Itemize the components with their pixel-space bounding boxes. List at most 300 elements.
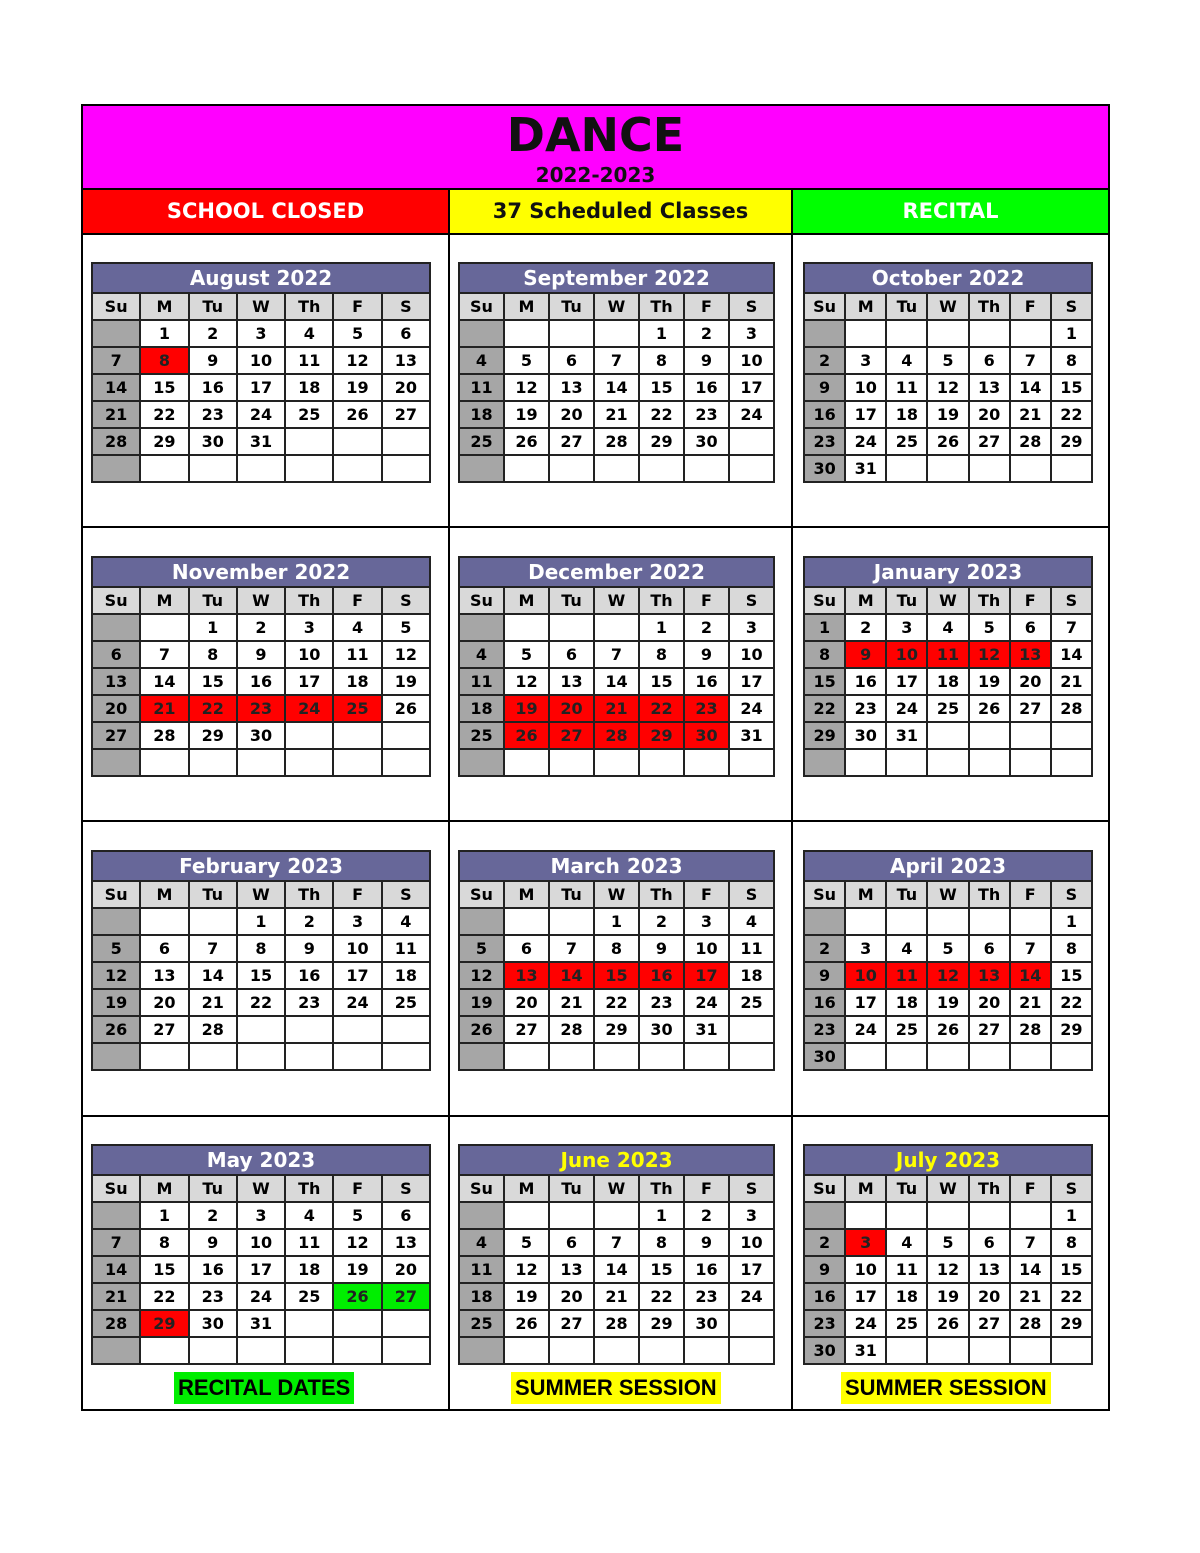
day-cell: 16 bbox=[684, 1256, 729, 1283]
day-cell: 16 bbox=[285, 962, 333, 989]
weekday-label: Th bbox=[285, 587, 333, 614]
weekday-label: Th bbox=[969, 881, 1010, 908]
week-row bbox=[804, 641, 1092, 668]
day-cell: 2 bbox=[639, 908, 684, 935]
weekday-label: Su bbox=[804, 587, 845, 614]
weekday-label: Su bbox=[92, 1175, 140, 1202]
empty-day-cell bbox=[969, 722, 1010, 749]
day-cell: 22 bbox=[594, 989, 639, 1016]
grid-divider bbox=[83, 233, 1108, 235]
empty-day-cell bbox=[845, 1043, 886, 1070]
day-cell: 3 bbox=[729, 320, 774, 347]
empty-day-cell bbox=[886, 1043, 927, 1070]
day-cell: 23 bbox=[804, 1310, 845, 1337]
weekday-label: Tu bbox=[189, 293, 237, 320]
weekday-label: F bbox=[684, 1175, 729, 1202]
empty-day-cell bbox=[189, 1043, 237, 1070]
week-row bbox=[92, 935, 430, 962]
day-cell: 8 bbox=[804, 641, 845, 668]
day-cell: 29 bbox=[639, 1310, 684, 1337]
day-cell: 9 bbox=[684, 641, 729, 668]
day-cell: 16 bbox=[639, 962, 684, 989]
day-cell: 10 bbox=[845, 1256, 886, 1283]
week-row bbox=[459, 347, 774, 374]
day-cell: 10 bbox=[845, 374, 886, 401]
day-cell: 29 bbox=[804, 722, 845, 749]
day-cell: 25 bbox=[886, 1310, 927, 1337]
weekday-label: F bbox=[333, 1175, 381, 1202]
day-cell: 19 bbox=[927, 1283, 968, 1310]
day-cell: 12 bbox=[927, 1256, 968, 1283]
day-cell: 23 bbox=[189, 401, 237, 428]
day-cell: 3 bbox=[684, 908, 729, 935]
day-cell: 8 bbox=[639, 1229, 684, 1256]
empty-day-cell bbox=[594, 1043, 639, 1070]
day-cell: 11 bbox=[459, 1256, 504, 1283]
weekday-label: Tu bbox=[549, 881, 594, 908]
day-cell: 29 bbox=[189, 722, 237, 749]
day-cell: 25 bbox=[285, 401, 333, 428]
day-cell: 29 bbox=[639, 722, 684, 749]
weekday-label: S bbox=[382, 881, 430, 908]
empty-day-cell bbox=[189, 749, 237, 776]
day-cell: 16 bbox=[804, 989, 845, 1016]
weekday-label: M bbox=[845, 293, 886, 320]
empty-day-cell bbox=[92, 908, 140, 935]
day-cell: 1 bbox=[639, 614, 684, 641]
day-cell: 12 bbox=[333, 1229, 381, 1256]
day-cell: 17 bbox=[886, 668, 927, 695]
weekday-label: W bbox=[594, 293, 639, 320]
weekday-label: S bbox=[729, 293, 774, 320]
day-cell: 13 bbox=[504, 962, 549, 989]
week-row bbox=[92, 1229, 430, 1256]
empty-day-cell bbox=[92, 1043, 140, 1070]
month-table bbox=[458, 292, 775, 483]
day-cell: 21 bbox=[594, 695, 639, 722]
day-cell: 17 bbox=[237, 1256, 285, 1283]
day-cell: 15 bbox=[1051, 1256, 1092, 1283]
empty-day-cell bbox=[459, 1043, 504, 1070]
day-cell: 17 bbox=[845, 1283, 886, 1310]
summer-session-label: SUMMER SESSION bbox=[511, 1372, 721, 1404]
empty-day-cell bbox=[1010, 722, 1051, 749]
day-cell: 3 bbox=[729, 1202, 774, 1229]
day-cell: 21 bbox=[1010, 989, 1051, 1016]
empty-day-cell bbox=[927, 1202, 968, 1229]
day-cell: 2 bbox=[684, 614, 729, 641]
day-cell: 31 bbox=[845, 1337, 886, 1364]
weekday-label: F bbox=[1010, 881, 1051, 908]
weekday-label: Su bbox=[804, 1175, 845, 1202]
day-cell: 6 bbox=[1010, 614, 1051, 641]
day-cell: 28 bbox=[189, 1016, 237, 1043]
day-cell: 10 bbox=[886, 641, 927, 668]
day-cell: 22 bbox=[140, 1283, 188, 1310]
day-cell: 24 bbox=[285, 695, 333, 722]
empty-day-cell bbox=[1010, 320, 1051, 347]
empty-day-cell bbox=[684, 1043, 729, 1070]
day-cell: 9 bbox=[845, 641, 886, 668]
empty-day-cell bbox=[594, 455, 639, 482]
day-cell: 22 bbox=[639, 695, 684, 722]
day-cell: 9 bbox=[237, 641, 285, 668]
empty-day-cell bbox=[639, 1337, 684, 1364]
weekday-label: S bbox=[382, 293, 430, 320]
day-cell: 4 bbox=[285, 1202, 333, 1229]
weekday-header-row bbox=[92, 881, 430, 908]
empty-day-cell bbox=[189, 908, 237, 935]
day-cell: 27 bbox=[1010, 695, 1051, 722]
month-title: April 2023 bbox=[803, 850, 1093, 880]
weekday-label: S bbox=[1051, 293, 1092, 320]
weekday-label: W bbox=[927, 587, 968, 614]
day-cell: 16 bbox=[189, 374, 237, 401]
day-cell: 24 bbox=[729, 695, 774, 722]
weekday-label: M bbox=[845, 587, 886, 614]
empty-day-cell bbox=[549, 455, 594, 482]
week-row bbox=[804, 962, 1092, 989]
day-cell: 26 bbox=[333, 1283, 381, 1310]
day-cell: 26 bbox=[459, 1016, 504, 1043]
weekday-label: W bbox=[927, 293, 968, 320]
day-cell: 30 bbox=[845, 722, 886, 749]
empty-day-cell bbox=[1051, 1043, 1092, 1070]
day-cell: 2 bbox=[237, 614, 285, 641]
day-cell: 11 bbox=[459, 668, 504, 695]
day-cell: 15 bbox=[639, 374, 684, 401]
day-cell: 22 bbox=[639, 1283, 684, 1310]
recital-dates-label: RECITAL DATES bbox=[174, 1372, 354, 1404]
empty-day-cell bbox=[382, 749, 430, 776]
day-cell: 25 bbox=[382, 989, 430, 1016]
day-cell: 26 bbox=[333, 401, 381, 428]
empty-day-cell bbox=[237, 1043, 285, 1070]
day-cell: 30 bbox=[804, 1337, 845, 1364]
week-row bbox=[804, 1016, 1092, 1043]
empty-day-cell bbox=[1051, 1337, 1092, 1364]
day-cell: 31 bbox=[886, 722, 927, 749]
weekday-label: Th bbox=[285, 293, 333, 320]
day-cell: 7 bbox=[189, 935, 237, 962]
empty-day-cell bbox=[684, 1337, 729, 1364]
day-cell: 1 bbox=[189, 614, 237, 641]
day-cell: 17 bbox=[285, 668, 333, 695]
week-row bbox=[804, 908, 1092, 935]
day-cell: 9 bbox=[804, 1256, 845, 1283]
month-table bbox=[458, 1174, 775, 1365]
day-cell: 13 bbox=[549, 1256, 594, 1283]
day-cell: 21 bbox=[549, 989, 594, 1016]
day-cell: 15 bbox=[594, 962, 639, 989]
weekday-label: Su bbox=[459, 587, 504, 614]
day-cell: 6 bbox=[969, 935, 1010, 962]
day-cell: 14 bbox=[1010, 374, 1051, 401]
week-row bbox=[459, 374, 774, 401]
weekday-label: Th bbox=[639, 587, 684, 614]
day-cell: 2 bbox=[285, 908, 333, 935]
empty-day-cell bbox=[969, 749, 1010, 776]
day-cell: 3 bbox=[729, 614, 774, 641]
empty-day-cell bbox=[333, 1310, 381, 1337]
month-title: May 2023 bbox=[91, 1144, 431, 1174]
empty-day-cell bbox=[459, 320, 504, 347]
day-cell: 7 bbox=[594, 347, 639, 374]
week-row bbox=[459, 1202, 774, 1229]
empty-day-cell bbox=[285, 722, 333, 749]
weekday-label: Su bbox=[92, 293, 140, 320]
day-cell: 3 bbox=[237, 320, 285, 347]
empty-day-cell bbox=[504, 749, 549, 776]
day-cell: 25 bbox=[459, 428, 504, 455]
day-cell: 27 bbox=[92, 722, 140, 749]
day-cell: 27 bbox=[382, 1283, 430, 1310]
day-cell: 1 bbox=[1051, 1202, 1092, 1229]
weekday-label: M bbox=[504, 881, 549, 908]
day-cell: 2 bbox=[684, 320, 729, 347]
week-row bbox=[92, 455, 430, 482]
day-cell: 12 bbox=[927, 962, 968, 989]
day-cell: 21 bbox=[1010, 1283, 1051, 1310]
day-cell: 7 bbox=[1010, 935, 1051, 962]
day-cell: 13 bbox=[969, 374, 1010, 401]
empty-day-cell bbox=[333, 1043, 381, 1070]
day-cell: 3 bbox=[285, 614, 333, 641]
day-cell: 17 bbox=[237, 374, 285, 401]
weekday-label: Th bbox=[639, 881, 684, 908]
day-cell: 2 bbox=[189, 320, 237, 347]
day-cell: 27 bbox=[549, 1310, 594, 1337]
empty-day-cell bbox=[504, 455, 549, 482]
week-row bbox=[459, 1043, 774, 1070]
week-row bbox=[804, 455, 1092, 482]
weekday-label: Tu bbox=[189, 1175, 237, 1202]
week-row bbox=[804, 1202, 1092, 1229]
day-cell: 4 bbox=[729, 908, 774, 935]
empty-day-cell bbox=[804, 749, 845, 776]
weekday-label: Th bbox=[639, 293, 684, 320]
day-cell: 2 bbox=[684, 1202, 729, 1229]
day-cell: 3 bbox=[333, 908, 381, 935]
day-cell: 7 bbox=[549, 935, 594, 962]
day-cell: 27 bbox=[504, 1016, 549, 1043]
day-cell: 23 bbox=[684, 1283, 729, 1310]
day-cell: 24 bbox=[684, 989, 729, 1016]
weekday-label: F bbox=[333, 881, 381, 908]
day-cell: 28 bbox=[1010, 428, 1051, 455]
empty-day-cell bbox=[1051, 455, 1092, 482]
day-cell: 11 bbox=[729, 935, 774, 962]
day-cell: 20 bbox=[1010, 668, 1051, 695]
day-cell: 20 bbox=[969, 1283, 1010, 1310]
day-cell: 7 bbox=[140, 641, 188, 668]
day-cell: 30 bbox=[804, 1043, 845, 1070]
day-cell: 2 bbox=[845, 614, 886, 641]
empty-day-cell bbox=[729, 1043, 774, 1070]
month-title: October 2022 bbox=[803, 262, 1093, 292]
day-cell: 12 bbox=[927, 374, 968, 401]
day-cell: 17 bbox=[684, 962, 729, 989]
empty-day-cell bbox=[504, 1202, 549, 1229]
week-row bbox=[459, 1310, 774, 1337]
empty-day-cell bbox=[969, 455, 1010, 482]
day-cell: 25 bbox=[927, 695, 968, 722]
day-cell: 1 bbox=[1051, 908, 1092, 935]
week-row bbox=[459, 668, 774, 695]
weekday-label: M bbox=[504, 587, 549, 614]
empty-day-cell bbox=[237, 1337, 285, 1364]
day-cell: 7 bbox=[92, 347, 140, 374]
week-row bbox=[92, 641, 430, 668]
day-cell: 31 bbox=[729, 722, 774, 749]
day-cell: 3 bbox=[845, 347, 886, 374]
day-cell: 26 bbox=[504, 1310, 549, 1337]
empty-day-cell bbox=[845, 908, 886, 935]
day-cell: 28 bbox=[1051, 695, 1092, 722]
weekday-header-row bbox=[92, 587, 430, 614]
week-row bbox=[804, 1043, 1092, 1070]
month-title: July 2023 bbox=[803, 1144, 1093, 1174]
empty-day-cell bbox=[927, 455, 968, 482]
day-cell: 2 bbox=[804, 935, 845, 962]
day-cell: 8 bbox=[140, 1229, 188, 1256]
day-cell: 7 bbox=[594, 1229, 639, 1256]
empty-day-cell bbox=[140, 614, 188, 641]
empty-day-cell bbox=[140, 749, 188, 776]
day-cell: 21 bbox=[92, 401, 140, 428]
day-cell: 10 bbox=[285, 641, 333, 668]
empty-day-cell bbox=[594, 1337, 639, 1364]
day-cell: 20 bbox=[549, 695, 594, 722]
week-row bbox=[459, 749, 774, 776]
day-cell: 1 bbox=[639, 1202, 684, 1229]
day-cell: 11 bbox=[285, 1229, 333, 1256]
day-cell: 22 bbox=[237, 989, 285, 1016]
empty-day-cell bbox=[804, 1202, 845, 1229]
day-cell: 8 bbox=[140, 347, 188, 374]
day-cell: 26 bbox=[927, 1016, 968, 1043]
week-row bbox=[92, 401, 430, 428]
day-cell: 13 bbox=[549, 668, 594, 695]
day-cell: 26 bbox=[927, 428, 968, 455]
day-cell: 13 bbox=[969, 1256, 1010, 1283]
empty-day-cell bbox=[1051, 722, 1092, 749]
day-cell: 20 bbox=[382, 374, 430, 401]
day-cell: 31 bbox=[237, 428, 285, 455]
day-cell: 24 bbox=[845, 1016, 886, 1043]
day-cell: 14 bbox=[594, 1256, 639, 1283]
day-cell: 4 bbox=[459, 641, 504, 668]
weekday-label: Tu bbox=[886, 881, 927, 908]
day-cell: 3 bbox=[237, 1202, 285, 1229]
day-cell: 29 bbox=[594, 1016, 639, 1043]
empty-day-cell bbox=[594, 614, 639, 641]
empty-day-cell bbox=[504, 320, 549, 347]
day-cell: 22 bbox=[189, 695, 237, 722]
legend-recital: RECITAL bbox=[793, 190, 1108, 233]
day-cell: 17 bbox=[729, 1256, 774, 1283]
day-cell: 27 bbox=[549, 722, 594, 749]
day-cell: 16 bbox=[845, 668, 886, 695]
day-cell: 4 bbox=[285, 320, 333, 347]
empty-day-cell bbox=[1051, 749, 1092, 776]
day-cell: 26 bbox=[504, 428, 549, 455]
empty-day-cell bbox=[684, 455, 729, 482]
week-row bbox=[804, 722, 1092, 749]
day-cell: 21 bbox=[189, 989, 237, 1016]
day-cell: 5 bbox=[927, 347, 968, 374]
empty-day-cell bbox=[504, 1337, 549, 1364]
day-cell: 17 bbox=[845, 401, 886, 428]
empty-day-cell bbox=[886, 749, 927, 776]
empty-day-cell bbox=[549, 749, 594, 776]
week-row bbox=[92, 989, 430, 1016]
day-cell: 18 bbox=[382, 962, 430, 989]
empty-day-cell bbox=[886, 455, 927, 482]
empty-day-cell bbox=[92, 455, 140, 482]
empty-day-cell bbox=[729, 428, 774, 455]
weekday-label: S bbox=[1051, 881, 1092, 908]
day-cell: 9 bbox=[189, 1229, 237, 1256]
day-cell: 14 bbox=[549, 962, 594, 989]
day-cell: 19 bbox=[92, 989, 140, 1016]
weekday-header-row bbox=[92, 293, 430, 320]
empty-day-cell bbox=[549, 908, 594, 935]
empty-day-cell bbox=[382, 1337, 430, 1364]
week-row bbox=[459, 614, 774, 641]
empty-day-cell bbox=[969, 1043, 1010, 1070]
day-cell: 4 bbox=[886, 347, 927, 374]
day-cell: 26 bbox=[969, 695, 1010, 722]
day-cell: 5 bbox=[504, 641, 549, 668]
day-cell: 11 bbox=[927, 641, 968, 668]
day-cell: 6 bbox=[549, 1229, 594, 1256]
empty-day-cell bbox=[459, 749, 504, 776]
empty-day-cell bbox=[459, 908, 504, 935]
week-row bbox=[459, 428, 774, 455]
day-cell: 14 bbox=[92, 1256, 140, 1283]
week-row bbox=[92, 374, 430, 401]
day-cell: 17 bbox=[333, 962, 381, 989]
week-row bbox=[92, 908, 430, 935]
day-cell: 8 bbox=[189, 641, 237, 668]
weekday-header-row bbox=[804, 881, 1092, 908]
empty-day-cell bbox=[639, 455, 684, 482]
day-cell: 27 bbox=[969, 1310, 1010, 1337]
week-row bbox=[459, 989, 774, 1016]
day-cell: 20 bbox=[549, 1283, 594, 1310]
empty-day-cell bbox=[382, 722, 430, 749]
day-cell: 1 bbox=[594, 908, 639, 935]
legend-row bbox=[83, 190, 1108, 233]
day-cell: 3 bbox=[886, 614, 927, 641]
week-row bbox=[804, 695, 1092, 722]
month-title: February 2023 bbox=[91, 850, 431, 880]
weekday-label: W bbox=[594, 1175, 639, 1202]
empty-day-cell bbox=[804, 320, 845, 347]
empty-day-cell bbox=[549, 614, 594, 641]
day-cell: 11 bbox=[886, 374, 927, 401]
empty-day-cell bbox=[333, 722, 381, 749]
week-row bbox=[92, 428, 430, 455]
day-cell: 14 bbox=[92, 374, 140, 401]
day-cell: 8 bbox=[639, 641, 684, 668]
weekday-label: M bbox=[140, 1175, 188, 1202]
day-cell: 12 bbox=[504, 668, 549, 695]
day-cell: 21 bbox=[1010, 401, 1051, 428]
weekday-label: W bbox=[237, 881, 285, 908]
day-cell: 14 bbox=[594, 668, 639, 695]
